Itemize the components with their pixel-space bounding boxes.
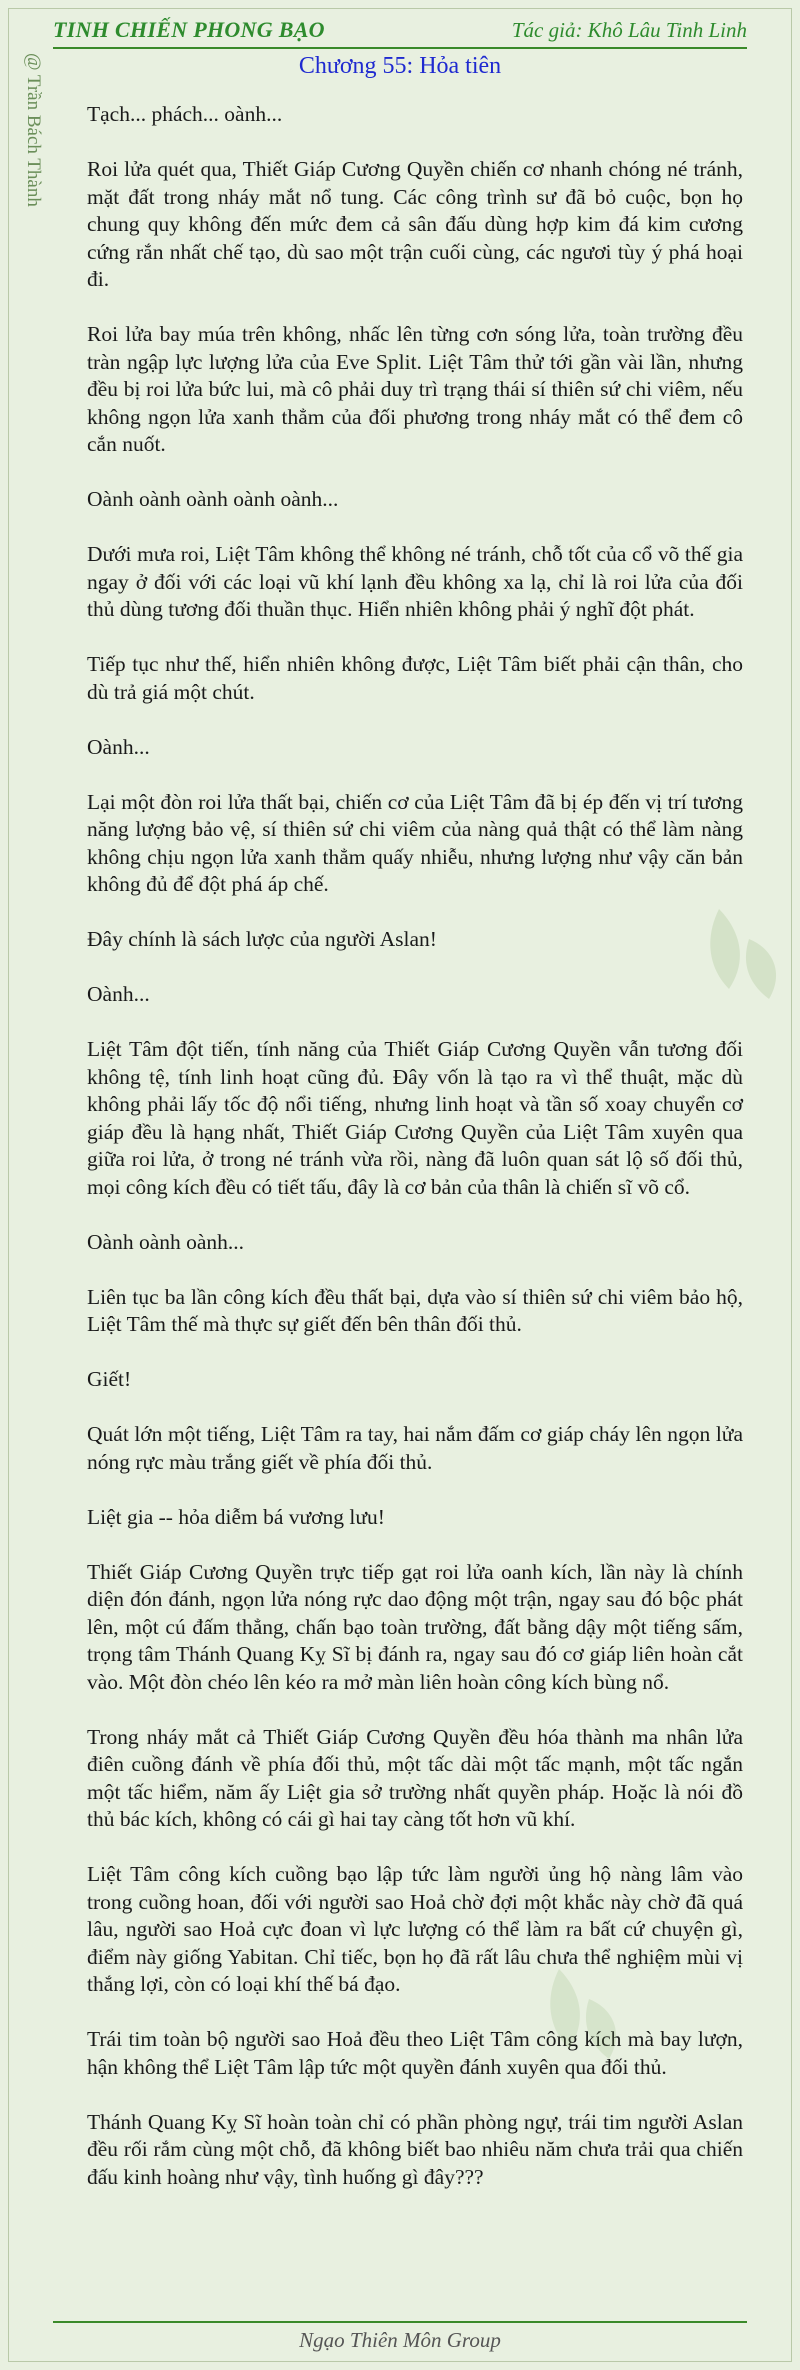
paragraph: Liệt Tâm công kích cuồng bạo lập tức làm người ủng hộ nàng lâm vào trong cuồng hoan, đối với người sao Hoả chờ đợi một khắc này chờ đã quá lâu, người sao Hoả cực đoan vì lực lượng có thể làm ra bất cứ chuyện gì, điểm này giống Yabitan. Chỉ tiếc, bọn họ đã rất lâu chưa thể nghiệm mùi vị thắng lợi, còn có loại khí thế bá đạo. bbox=[87, 1862, 743, 1996]
paragraph: Liên tục ba lần công kích đều thất bại, dựa vào sí thiên sứ chi viêm bảo hộ, Liệt Tâm thế mà thực sự giết đến bên thân đối thủ. bbox=[87, 1284, 743, 1336]
paragraph: Oành oành oành... bbox=[87, 1229, 245, 1254]
chapter-body bbox=[87, 101, 743, 2219]
group-name: Ngạo Thiên Môn Group bbox=[299, 2327, 501, 2352]
paragraph: Trái tim toàn bộ người sao Hoả đều theo Liệt Tâm công kích mà bay lượn, hận không thể Liệt Tâm lập tức một quyền đánh xuyên qua đối thủ. bbox=[87, 2027, 743, 2079]
paragraph: Trong nháy mắt cả Thiết Giáp Cương Quyền đều hóa thành ma nhân lửa điên cuồng đánh về phía đối thủ, một tấc dài một tấc mạnh, một tấc ngắn một tấc hiểm, năm ấy Liệt gia sở trường nhất quyền pháp. Hoặc là nói đồ thủ bác kích, không có cái gì hai tay càng tốt hơn vũ khí. bbox=[87, 1724, 743, 1831]
translator-credit: @ Trần Bách Thành bbox=[23, 53, 44, 207]
page-footer bbox=[53, 2321, 747, 2357]
paragraph: Liệt Tâm đột tiến, tính năng của Thiết Giáp Cương Quyền vẫn tương đối không tệ, tính linh hoạt cũng đủ. Đây vốn là tạo ra vì thể thuật, mặc dù không phải lấy tốc độ nổi tiếng, nhưng linh hoạt và tần số xoay chuyển cơ giáp đều là hạng nhất, Thiết Giáp Cương Quyền của Liệt Tâm xuyên qua giữa roi lửa, ở trong né tránh vừa rồi, nàng đã luôn quan sát lộ số đối thủ, mọi công kích đều có tiết tấu, đây là cơ bản của thân là chiến sĩ võ cổ. bbox=[87, 1037, 743, 1199]
paragraph: Oành... bbox=[87, 734, 150, 759]
paragraph: Liệt gia -- hỏa diễm bá vương lưu! bbox=[87, 1504, 385, 1529]
page-header bbox=[53, 13, 747, 49]
novel-title: TINH CHIẾN PHONG BẠO bbox=[53, 17, 325, 42]
paragraph: Tiếp tục như thế, hiển nhiên không được, Liệt Tâm biết phải cận thân, cho dù trả giá một chút. bbox=[87, 652, 743, 704]
paragraph: Thánh Quang Kỵ Sĩ hoàn toàn chỉ có phần phòng ngự, trái tim người Aslan đều rối rắm cùng một chỗ, đã không biết bao nhiêu năm chưa trải qua chiến đấu kinh hoàng như vậy, tình huống gì đây??? bbox=[87, 2109, 743, 2189]
paragraph: Roi lửa quét qua, Thiết Giáp Cương Quyền chiến cơ nhanh chóng né tránh, mặt đất trong nháy mắt nổ tung. Các công trình sư đã bỏ cuộc, bọn họ chung quy không đến mức đem cả sân đấu dùng hợp kim đá kim cương cứng rắn nhất chế tạo, dù sao một trận cuối cùng, các ngươi tùy ý phá hoại đi. bbox=[87, 157, 743, 291]
side-credit bbox=[19, 53, 47, 293]
paragraph: Roi lửa bay múa trên không, nhấc lên từng cơn sóng lửa, toàn trường đều tràn ngập lực lượng lửa của Eve Split. Liệt Tâm thử tới gần vài lần, nhưng đều bị roi lửa bức lui, mà cô phải duy trì trạng thái sí thiên sứ chi viêm, nếu không ngọn lửa xanh thẳm của đối phương trong nháy mắt có thể đem cô cắn nuốt. bbox=[87, 322, 743, 456]
paragraph: Tạch... phách... oành... bbox=[87, 102, 283, 126]
chapter-title: Chương 55: Hỏa tiên bbox=[298, 53, 502, 79]
paragraph: Lại một đòn roi lửa thất bại, chiến cơ của Liệt Tâm đã bị ép đến vị trí tương năng lượng bảo vệ, sí thiên sứ chi viêm của nàng quả thật có thể làm nàng không chịu ngọn lửa xanh thẳm quấy nhiễu, nhưng lượng như vậy căn bản không đủ để đột phá áp chế. bbox=[87, 789, 743, 896]
paragraph: Oành... bbox=[87, 982, 150, 1006]
document-page bbox=[8, 8, 792, 2362]
paragraph: Dưới mưa roi, Liệt Tâm không thể không né tránh, chỗ tốt của cổ võ thế gia ngay ở đối với các loại vũ khí lạnh đều không xa lạ, chỉ là roi lửa của đối thủ dùng tương đối thuần thục. Hiển nhiên không phải ý nghĩ đột phát. bbox=[87, 542, 743, 621]
paragraph: Oành oành oành oành oành... bbox=[87, 487, 339, 511]
paragraph: Thiết Giáp Cương Quyền trực tiếp gạt roi lửa oanh kích, lần này là chính diện đón đánh, ngọn lửa nóng rực dao động một trận, ngay sau đó bộc phát lên, một cú đấm thẳng, chấn bạo toàn trường, đất bằng dậy một tiếng sấm, trọng tâm Thánh Quang Kỵ Sĩ bị đánh ra, ngay sau đó cơ giáp liên hoàn cắt vào. Một đòn chéo lên kéo ra mở màn liên hoàn công kích bùng nổ. bbox=[87, 1559, 743, 1694]
author-credit: Tác giả: Khô Lâu Tinh Linh bbox=[511, 17, 747, 42]
paragraph: Quát lớn một tiếng, Liệt Tâm ra tay, hai nắm đấm cơ giáp cháy lên ngọn lửa nóng rực màu trắng giết về phía đối thủ. bbox=[87, 1422, 743, 1474]
paragraph: Giết! bbox=[87, 1367, 132, 1391]
paragraph: Đây chính là sách lược của người Aslan! bbox=[87, 927, 437, 951]
